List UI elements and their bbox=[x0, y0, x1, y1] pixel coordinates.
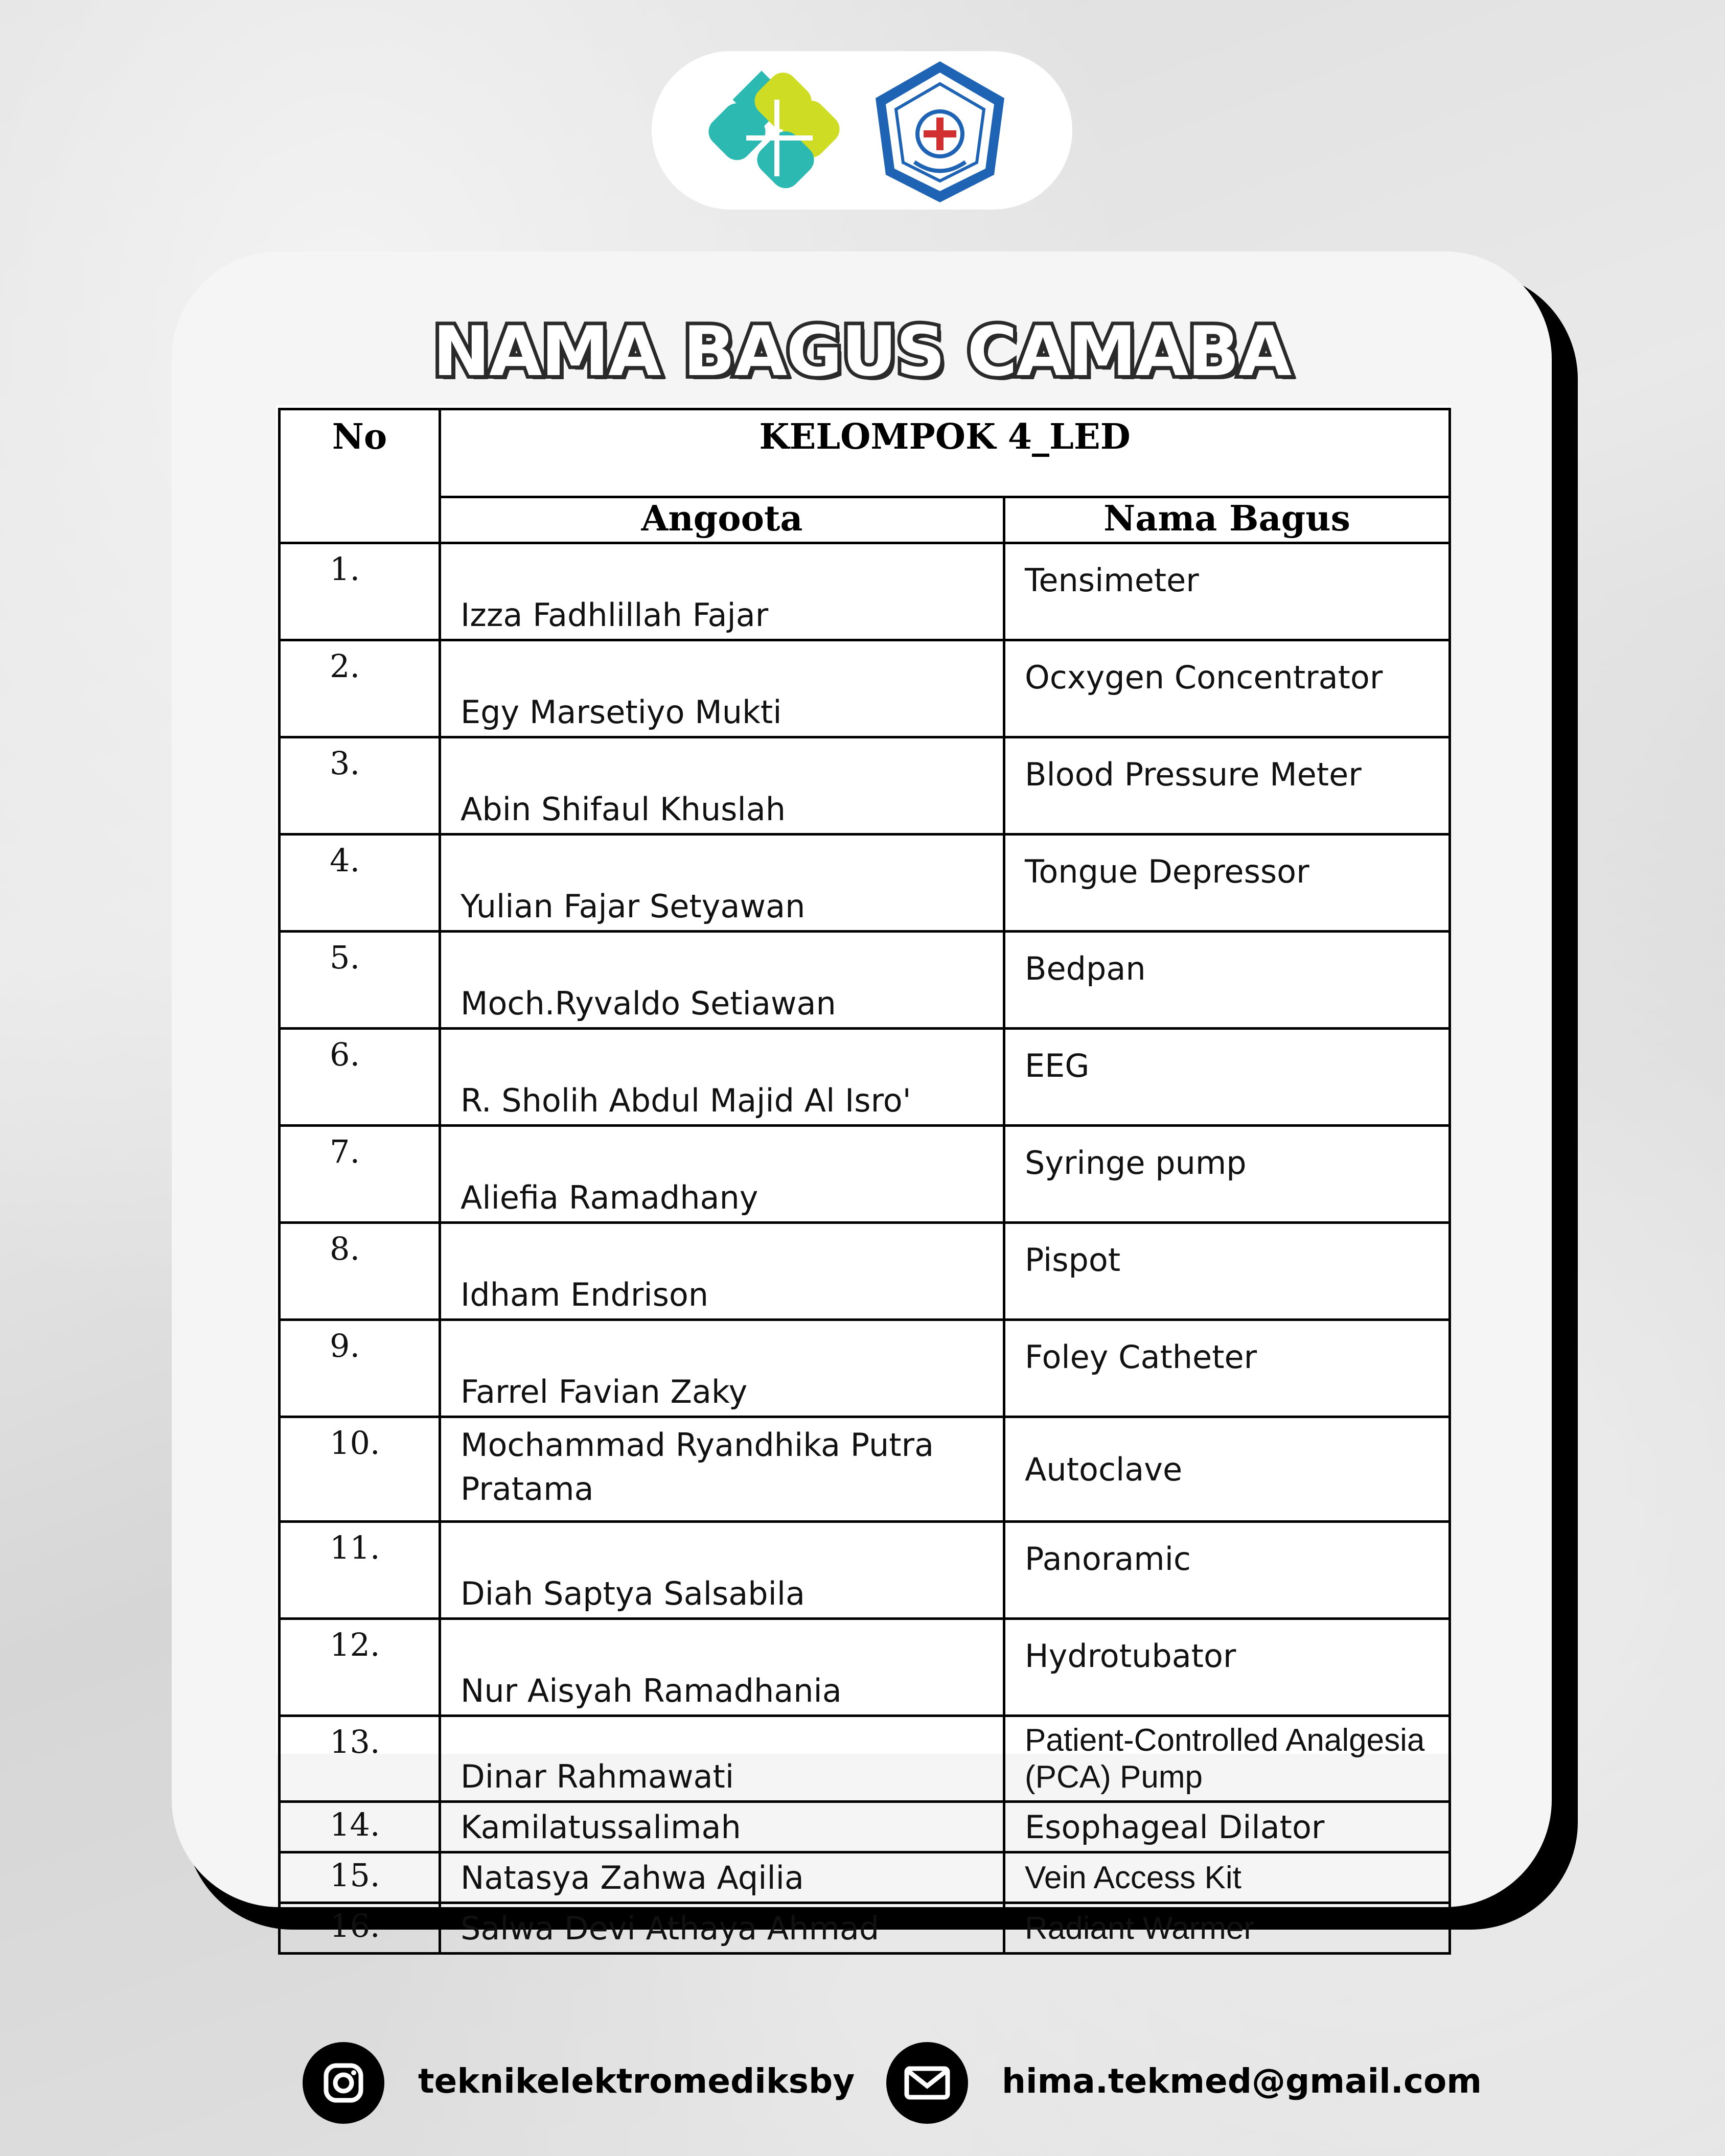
content-card bbox=[172, 251, 1552, 1947]
nickname: Tensimeter bbox=[1004, 543, 1450, 640]
member-name: Aliefia Ramadhany bbox=[440, 1126, 1004, 1223]
kemenkes-logo-icon bbox=[710, 74, 843, 187]
table-row bbox=[280, 1126, 1450, 1223]
nickname: Autoclave bbox=[1004, 1417, 1450, 1522]
nickname: EEG bbox=[1004, 1029, 1450, 1126]
row-number: 6. bbox=[280, 1029, 440, 1126]
member-name: Egy Marsetiyo Mukti bbox=[440, 640, 1004, 737]
row-number: 12. bbox=[280, 1619, 440, 1716]
member-name: Yulian Fajar Setyawan bbox=[440, 834, 1004, 932]
member-name: Farrel Favian Zaky bbox=[440, 1320, 1004, 1417]
member-name: Diah Saptya Salsabila bbox=[440, 1522, 1004, 1619]
table-subheader-row bbox=[280, 497, 1450, 543]
table-row bbox=[280, 834, 1450, 932]
table-row bbox=[280, 1852, 1450, 1903]
row-number: 9. bbox=[280, 1320, 440, 1417]
group-header: KELOMPOK 4_LED bbox=[440, 409, 1450, 497]
nickname: Pispot bbox=[1004, 1223, 1450, 1320]
member-name: Dinar Rahmawati bbox=[440, 1716, 1004, 1802]
table-row bbox=[280, 1417, 1450, 1522]
member-name: Mochammad Ryandhika Putra Pratama bbox=[440, 1417, 1004, 1522]
member-name: Idham Endrison bbox=[440, 1223, 1004, 1320]
table-row bbox=[280, 1522, 1450, 1619]
row-number: 3. bbox=[280, 737, 440, 834]
table-header-row bbox=[280, 409, 1450, 497]
hima-logo-icon bbox=[865, 57, 1015, 206]
nickname: Ocxygen Concentrator bbox=[1004, 640, 1450, 737]
member-name: Moch.Ryvaldo Setiawan bbox=[440, 932, 1004, 1029]
group-table bbox=[276, 405, 1452, 1947]
row-number: 13. bbox=[280, 1716, 440, 1802]
row-number: 8. bbox=[280, 1223, 440, 1320]
table-row bbox=[280, 932, 1450, 1029]
logo-pill bbox=[652, 51, 1072, 210]
row-number: 4. bbox=[280, 834, 440, 932]
col-name-header: Nama Bagus bbox=[1004, 497, 1450, 543]
row-number: 15. bbox=[280, 1852, 440, 1903]
table-row bbox=[280, 1223, 1450, 1320]
col-member-header: Angoota bbox=[440, 497, 1004, 543]
row-number: 10. bbox=[280, 1417, 440, 1522]
footer-instagram[interactable] bbox=[303, 2042, 865, 2124]
nickname: Tongue Depressor bbox=[1004, 834, 1450, 932]
row-number: 16. bbox=[280, 1903, 440, 1954]
email-address[interactable]: hima.tekmed@gmail.com bbox=[1002, 2061, 1482, 2101]
member-name: R. Sholih Abdul Majid Al Isro' bbox=[440, 1029, 1004, 1126]
nickname: Syringe pump bbox=[1004, 1126, 1450, 1223]
table-row bbox=[280, 640, 1450, 737]
member-name: Izza Fadhlillah Fajar bbox=[440, 543, 1004, 640]
member-table bbox=[278, 408, 1451, 1955]
col-no-header: No bbox=[280, 409, 440, 543]
member-name: Nur Aisyah Ramadhania bbox=[440, 1619, 1004, 1716]
nickname: Radiant Warmer bbox=[1004, 1903, 1450, 1954]
member-name: Salwa Devi Athaya Ahmad bbox=[440, 1903, 1004, 1954]
instagram-handle[interactable]: teknikelektromediksby bbox=[418, 2061, 855, 2101]
table-row bbox=[280, 1802, 1450, 1852]
row-number: 11. bbox=[280, 1522, 440, 1619]
member-name: Abin Shifaul Khuslah bbox=[440, 737, 1004, 834]
table-row bbox=[280, 1716, 1450, 1802]
nickname: Foley Catheter bbox=[1004, 1320, 1450, 1417]
member-name: Natasya Zahwa Aqilia bbox=[440, 1852, 1004, 1903]
page-title: NAMA BAGUS CAMABA bbox=[432, 312, 1291, 391]
table-row bbox=[280, 1903, 1450, 1954]
nickname: Vein Access Kit bbox=[1004, 1852, 1450, 1903]
nickname: Patient-Controlled Analgesia (PCA) Pump bbox=[1004, 1716, 1450, 1802]
member-name: Kamilatussalimah bbox=[440, 1802, 1004, 1852]
row-number: 14. bbox=[280, 1802, 440, 1852]
table-row bbox=[280, 1029, 1450, 1126]
instagram-icon bbox=[303, 2042, 384, 2124]
row-number: 1. bbox=[280, 543, 440, 640]
nickname: Esophageal Dilator bbox=[1004, 1802, 1450, 1852]
email-icon bbox=[886, 2042, 968, 2124]
row-number: 5. bbox=[280, 932, 440, 1029]
table-row bbox=[280, 737, 1450, 834]
table-row bbox=[280, 1619, 1450, 1716]
footer-email[interactable] bbox=[886, 2042, 1482, 2124]
table-row bbox=[280, 1320, 1450, 1417]
nickname: Panoramic bbox=[1004, 1522, 1450, 1619]
nickname: Blood Pressure Meter bbox=[1004, 737, 1450, 834]
row-number: 2. bbox=[280, 640, 440, 737]
row-number: 7. bbox=[280, 1126, 440, 1223]
table-row bbox=[280, 543, 1450, 640]
nickname: Bedpan bbox=[1004, 932, 1450, 1029]
nickname: Hydrotubator bbox=[1004, 1619, 1450, 1716]
